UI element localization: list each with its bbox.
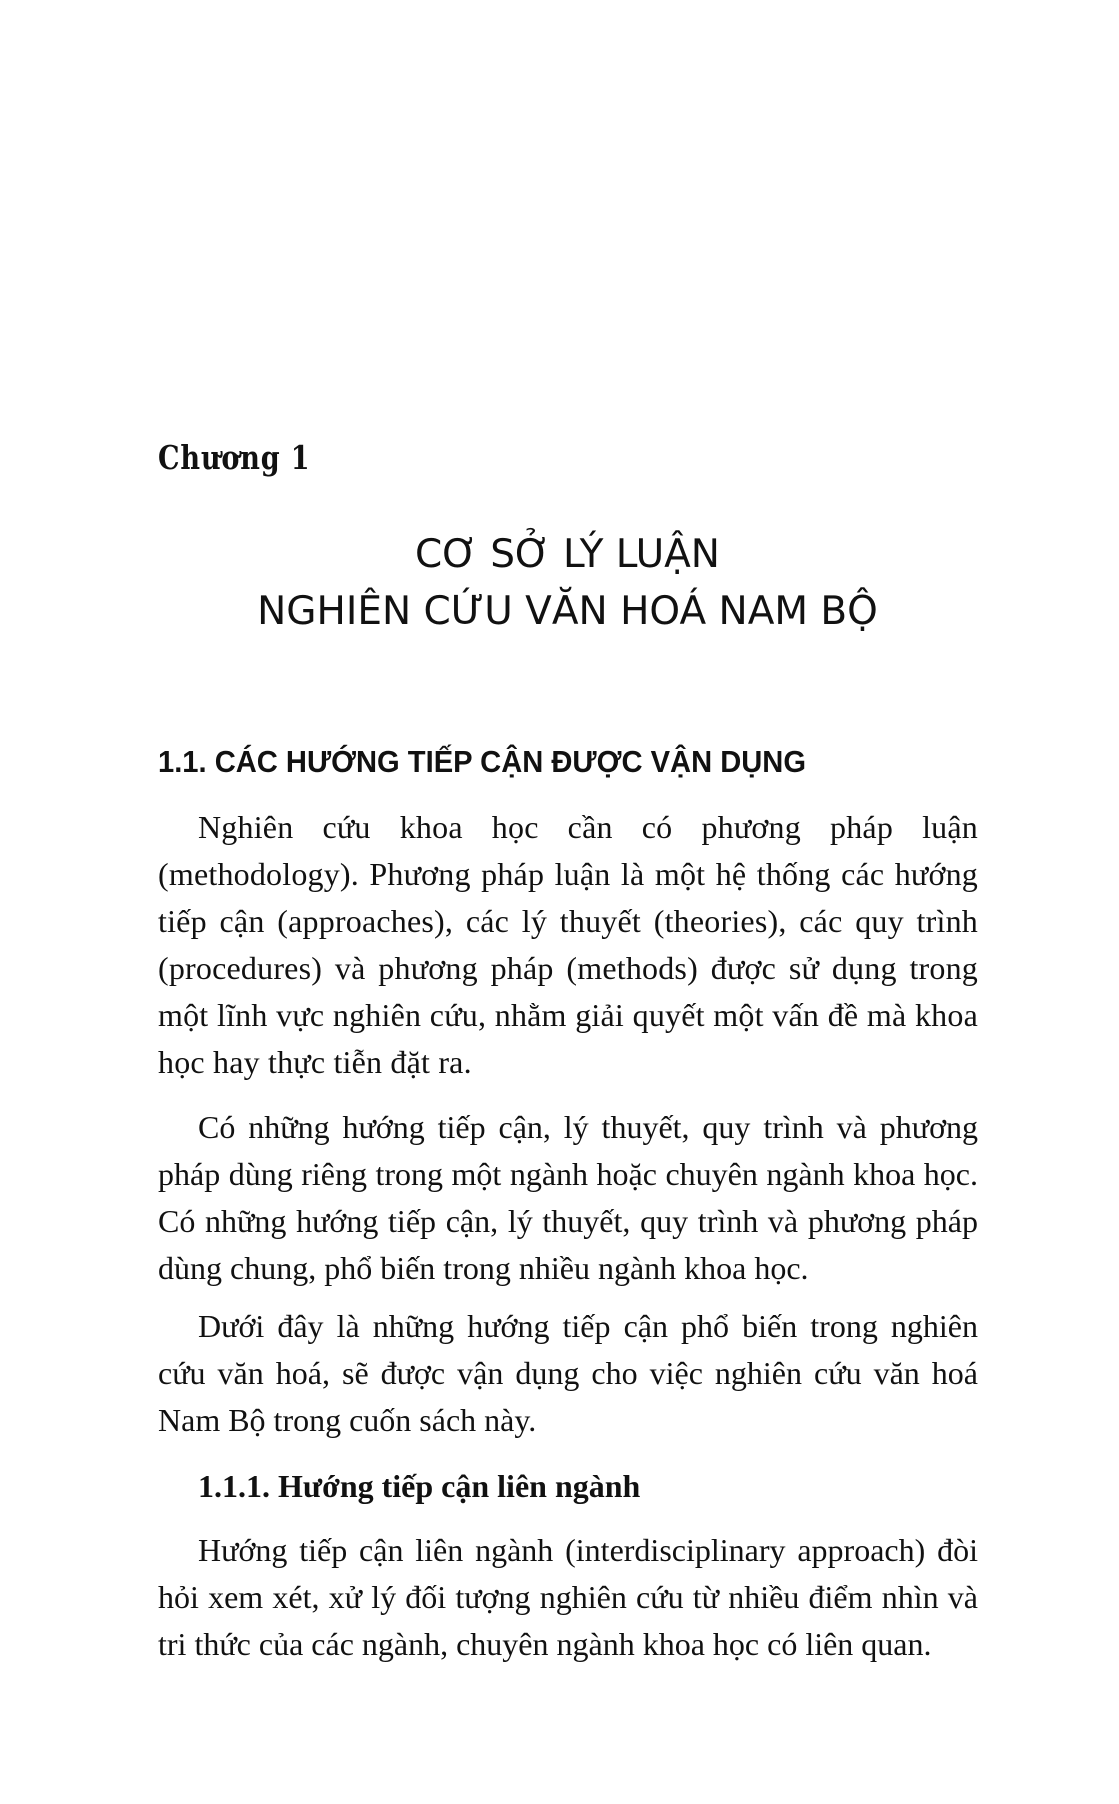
paragraph: Hướng tiếp cận liên ngành (interdisciplinary approach) đòi hỏi xem xét, xử lý đối tượng nghiên cứu từ nhiều điểm nhìn và tri thức của các ngành, chuyên ngành khoa học có liên quan. <box>158 1532 978 1662</box>
paragraph-block <box>158 1104 978 1292</box>
paragraph-block <box>158 1303 978 1444</box>
chapter-title-line-1: CƠ SỞ LÝ LUẬN <box>415 532 720 577</box>
paragraph-block <box>158 804 978 1086</box>
paragraph-block <box>158 1527 978 1668</box>
chapter-label: Chương 1 <box>158 438 311 477</box>
section-heading: 1.1. CÁC HƯỚNG TIẾP CẬN ĐƯỢC VẬN DỤNG <box>158 744 807 779</box>
chapter-title-line-2: NGHIÊN CỨU VĂN HOÁ NAM BỘ <box>257 589 878 634</box>
paragraph: Dưới đây là những hướng tiếp cận phổ biến trong nghiên cứu văn hoá, sẽ được vận dụng cho việc nghiên cứu văn hoá Nam Bộ trong cuốn sách này. <box>158 1308 978 1438</box>
paragraph: Nghiên cứu khoa học cần có phương pháp luận (methodology). Phương pháp luận là một hệ thống các hướng tiếp cận (approaches), các lý thuyết (theories), các quy trình (procedures) và phương pháp (methods) được sử dụng trong một lĩnh vực nghiên cứu, nhằm giải quyết một vấn đề mà khoa học hay thực tiễn đặt ra. <box>158 809 978 1080</box>
paragraph: Có những hướng tiếp cận, lý thuyết, quy trình và phương pháp dùng riêng trong một ngành hoặc chuyên ngành khoa học. Có những hướng tiếp cận, lý thuyết, quy trình và phương pháp dùng chung, phổ biến trong nhiều ngành khoa học. <box>158 1109 978 1286</box>
subsection-heading: 1.1.1. Hướng tiếp cận liên ngành <box>198 1468 641 1504</box>
